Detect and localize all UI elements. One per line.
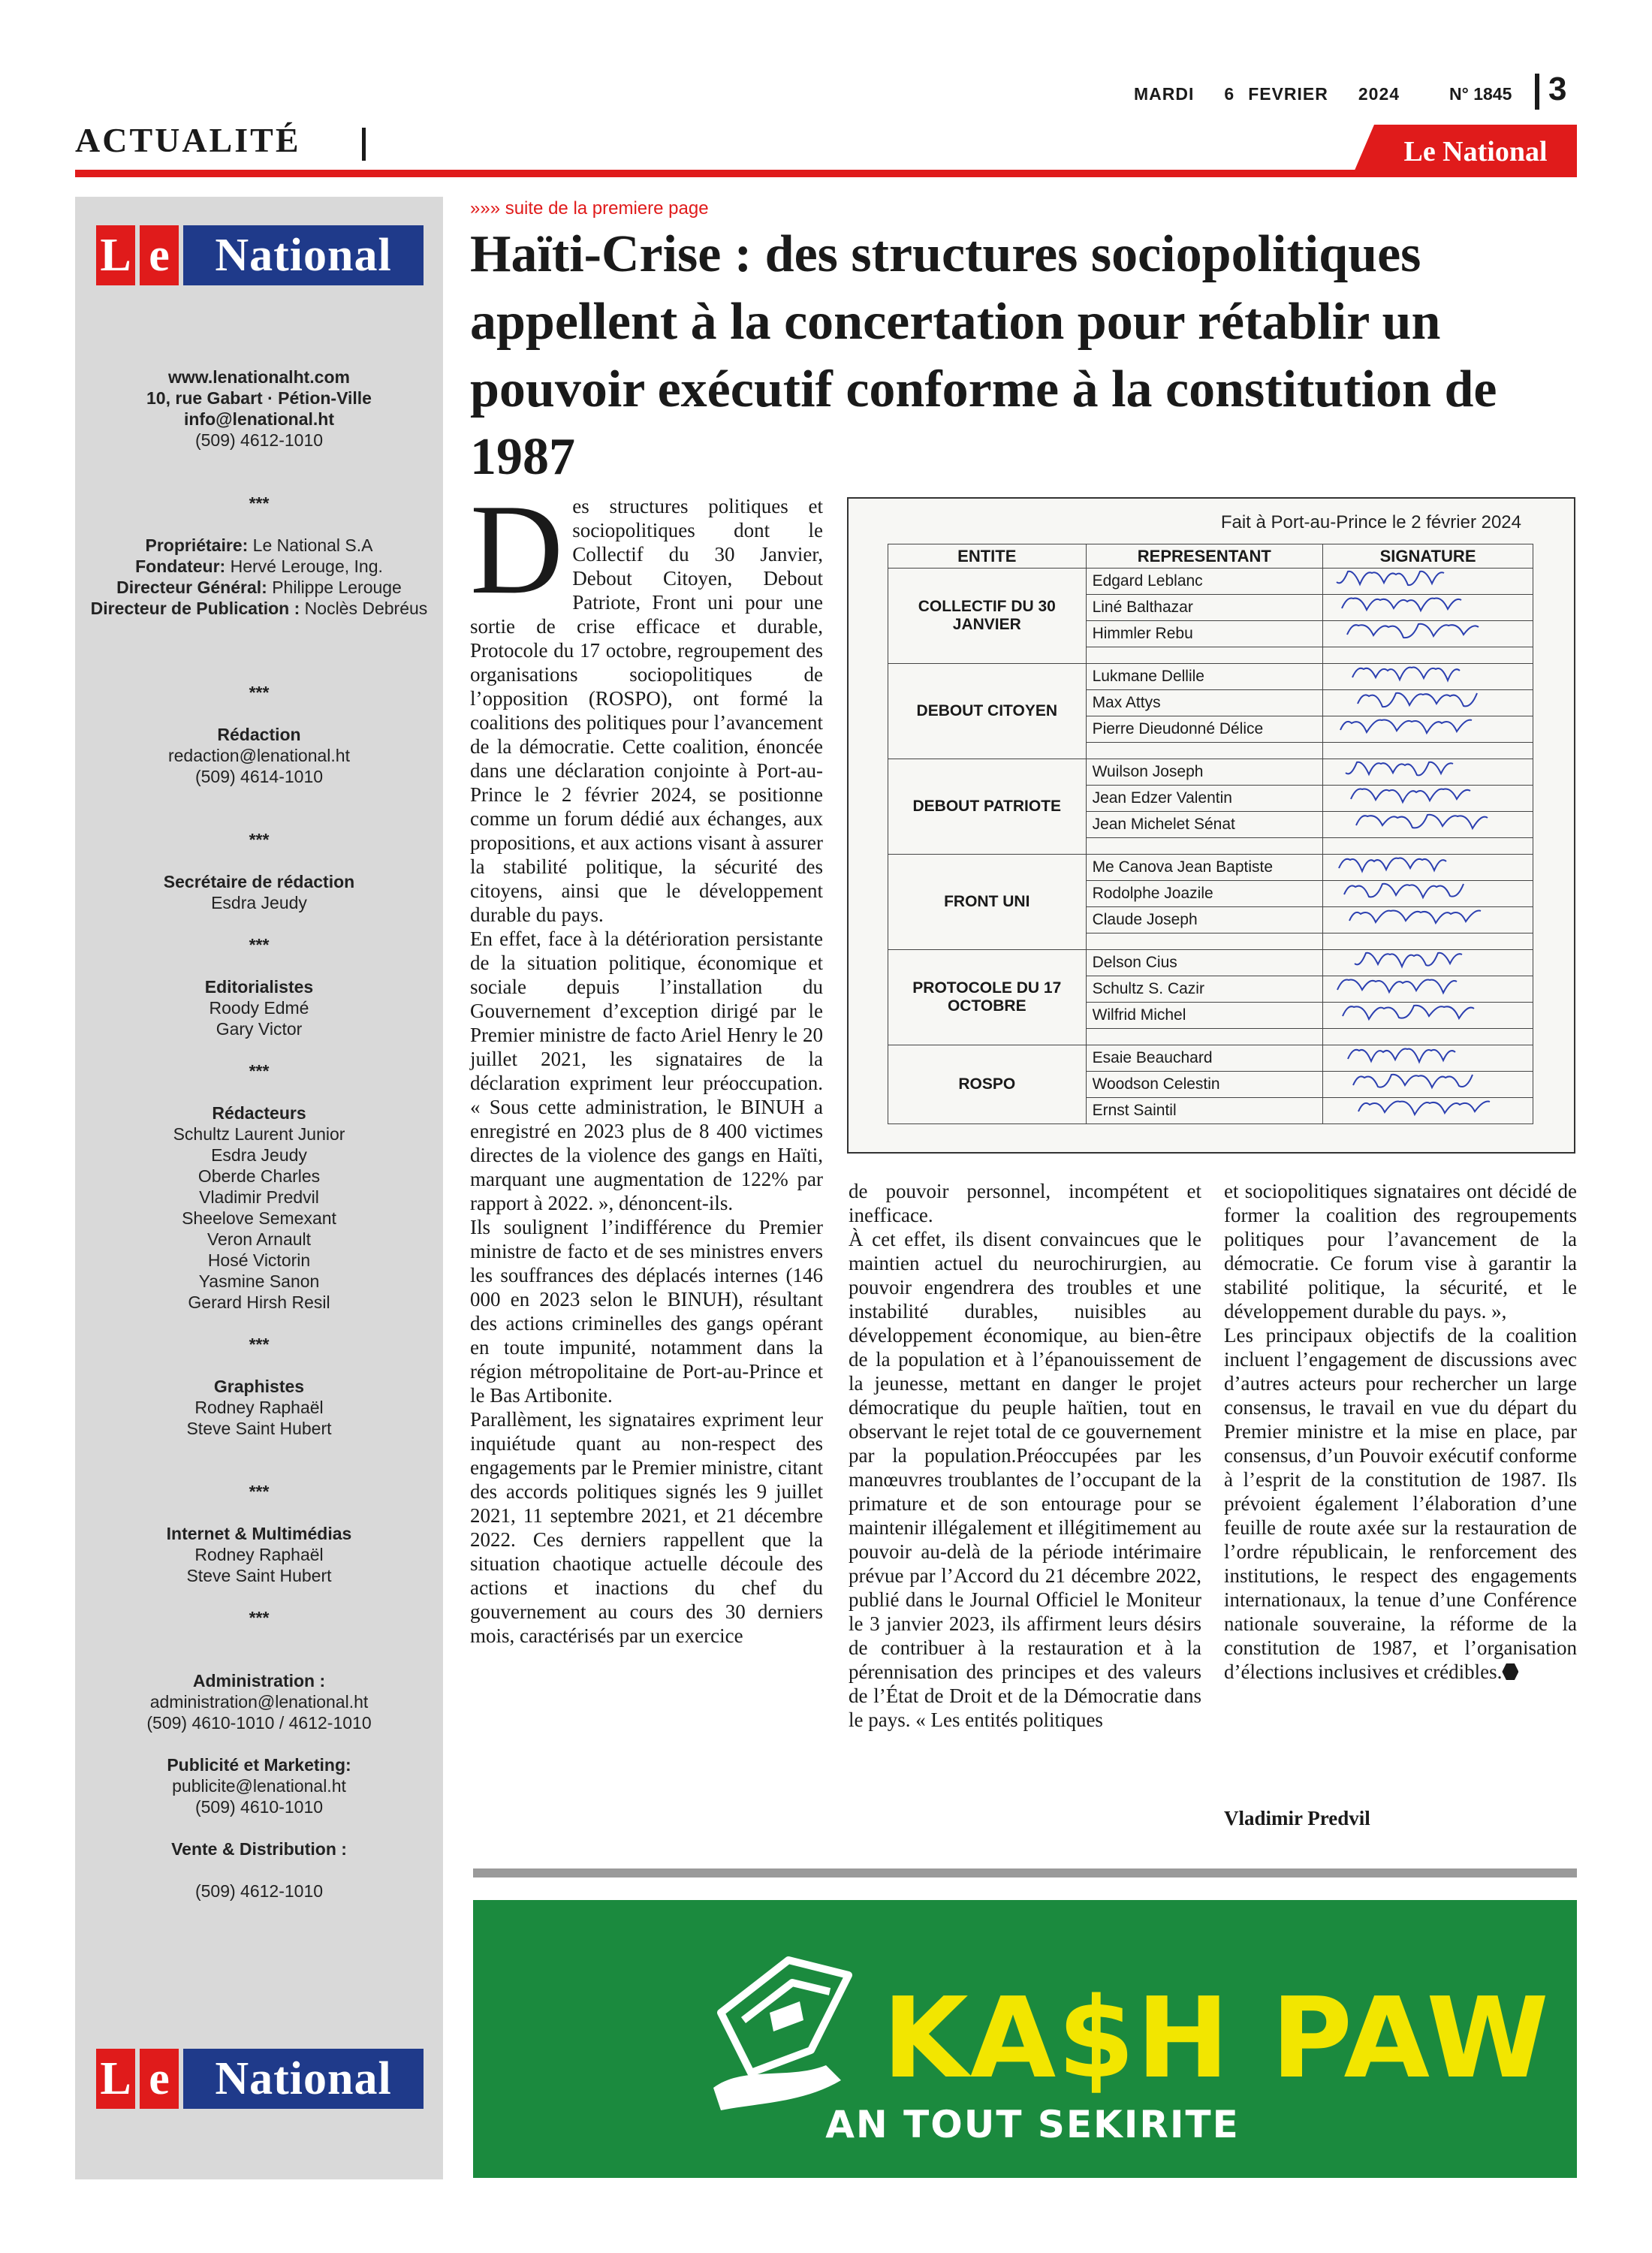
writer-name: Yasmine Sanon	[198, 1271, 320, 1291]
signature-scribble	[1329, 881, 1517, 902]
editorialists-label: Editorialistes	[204, 977, 314, 997]
writer-name: Schultz Laurent Junior	[173, 1124, 345, 1144]
representative-name: Delson Cius	[1086, 950, 1323, 976]
secretary-label: Secrétaire de rédaction	[163, 872, 355, 891]
signature-scribble	[1329, 1003, 1517, 1024]
signature-scribble	[1329, 595, 1517, 616]
ad-tagline: AN TOUT SEKIRITE	[825, 2103, 1240, 2146]
handwritten-signature	[1323, 976, 1533, 1003]
writer-name: Esdra Jeudy	[211, 1145, 307, 1165]
paragraph: Parallèment, les signataires expriment leur inquiétude quant au non-respect des engagements par le Premier ministre, citant des accords politiques signés les 9 juillet 2021, 11 septembre 2021, et 21 décembre 2022. Ces derniers rappellent que la situation chaotique actuelle découle des actions et inactions du chef du gouvernement au cours des 30 derniers mois, caractérisés par un exercice	[470, 1408, 823, 1647]
signatory-row	[888, 855, 1533, 881]
redaction-label: Rédaction	[217, 725, 301, 744]
issue-month: FEVRIER	[1248, 84, 1328, 104]
writer-name: Veron Arnault	[206, 1229, 312, 1249]
signatories-table	[888, 544, 1533, 1124]
handwritten-signature	[1323, 595, 1533, 621]
representative-name: Woodson Celestin	[1086, 1072, 1323, 1098]
representative-name: Max Attys	[1086, 690, 1323, 716]
representative-name: Edgard Leblanc	[1086, 569, 1323, 595]
separator: ***	[249, 830, 270, 849]
representative-name: Lukmane Dellile	[1086, 664, 1323, 690]
signature-scribble	[1329, 621, 1517, 642]
handwritten-signature	[1323, 812, 1533, 838]
founder-line: Fondateur: Hervé Lerouge, Ing.	[135, 556, 383, 576]
section-divider-bar	[473, 1868, 1577, 1878]
writers-label: Rédacteurs	[212, 1103, 306, 1123]
newspaper-logo-footer	[96, 2049, 424, 2109]
handwritten-signature	[1323, 1072, 1533, 1098]
representative-name: Esaie Beauchard	[1086, 1045, 1323, 1072]
issue-number: N° 1845	[1449, 84, 1512, 104]
writer-name: Gerard Hirsh Resil	[188, 1292, 330, 1312]
signatory-row	[888, 664, 1533, 690]
internet-name: Rodney Raphaël	[194, 1545, 324, 1564]
handwritten-signature	[1323, 1045, 1533, 1072]
masthead-info	[75, 366, 443, 1902]
end-mark-icon	[1502, 1663, 1518, 1680]
signature-scribble	[1329, 690, 1517, 711]
separator: ***	[249, 935, 270, 955]
entity-name: PROTOCOLE DU 17 OCTOBRE	[888, 950, 1087, 1045]
signature-scribble	[1329, 786, 1517, 807]
section-divider	[362, 128, 366, 161]
representative-name: Wuilson Joseph	[1086, 759, 1323, 786]
representative-name: Jean Michelet Sénat	[1086, 812, 1323, 838]
handwritten-signature	[1323, 690, 1533, 716]
graphist-name: Rodney Raphaël	[194, 1398, 324, 1417]
representative-name: Ernst Saintil	[1086, 1098, 1323, 1124]
handwritten-signature	[1323, 950, 1533, 976]
column-header: SIGNATURE	[1323, 544, 1533, 569]
admin-email[interactable]: administration@lenational.ht	[149, 1692, 369, 1712]
header-rule	[75, 170, 1577, 177]
writer-name: Sheelove Semexant	[182, 1208, 336, 1228]
paragraph: En effet, face à la détérioration persistante de la situation politique, économique et sociale depuis l’installation du Gouvernement d’exception dirigé par le Premier ministre de facto Ariel Henry le 20 juillet 2021, les signataires de la déclaration expriment leur préoccupation. « Sous cette administration, le BINUH a enregistré en 2023 plus de 8 400 victimes directes de la violence des gangs en Haïti, marquant une augmentation de 122% par rapport à 2022. », dénoncent-ils.	[470, 927, 823, 1214]
handwritten-signature	[1323, 664, 1533, 690]
paragraph: et sociopolitiques signataires ont décidé de former la coalition des regroupements politiques pour l’avancement de la démocratie. Ce forum vise à garantir la stabilité politique, la sécurité, et le développement durable du pays. »,	[1224, 1180, 1577, 1323]
editorialist-name: Roody Edmé	[209, 998, 309, 1018]
redaction-phone: (509) 4614-1010	[194, 767, 324, 786]
signature-scribble	[1329, 1045, 1517, 1066]
logo-letter-e: e	[140, 2049, 179, 2109]
article-column-3	[1224, 1179, 1577, 1684]
advertising-label: Publicité et Marketing:	[167, 1755, 351, 1775]
handwritten-signature	[1323, 716, 1533, 743]
representative-name: Wilfrid Michel	[1086, 1003, 1323, 1029]
handwritten-signature	[1323, 621, 1533, 647]
page-number-divider	[1535, 74, 1539, 110]
handwritten-signature	[1323, 1098, 1533, 1124]
representative-name: Pierre Dieudonné Délice	[1086, 716, 1323, 743]
sales-phone: (509) 4612-1010	[194, 1881, 324, 1901]
entity-name: DEBOUT PATRIOTE	[888, 759, 1087, 855]
phone: (509) 4612-1010	[194, 430, 324, 450]
separator: ***	[249, 683, 270, 702]
handwritten-signature	[1323, 569, 1533, 595]
entity-name: COLLECTIF DU 30 JANVIER	[888, 569, 1087, 664]
column-header: REPRESENTANT	[1086, 544, 1323, 569]
signatory-row	[888, 1045, 1533, 1072]
brand-tab-label: Le National	[1403, 136, 1548, 167]
signature-scribble	[1329, 1098, 1517, 1119]
advertising-phone: (509) 4610-1010	[194, 1797, 324, 1817]
secretary-name: Esdra Jeudy	[211, 893, 307, 912]
signature-scribble	[1329, 907, 1517, 928]
ad-title: KA$H PAW	[882, 1974, 1551, 2103]
representative-name: Jean Edzer Valentin	[1086, 786, 1323, 812]
signature-scribble	[1329, 716, 1517, 737]
signature-scribble	[1329, 1072, 1517, 1093]
issue-day: MARDI	[1134, 84, 1195, 104]
handwritten-signature	[1323, 907, 1533, 933]
representative-name: Himmler Rebu	[1086, 621, 1323, 647]
column-header: ENTITE	[888, 544, 1087, 569]
handwritten-signature	[1323, 881, 1533, 907]
writer-name: Vladimir Predvil	[199, 1187, 319, 1207]
signatory-row	[888, 759, 1533, 786]
signature-scribble	[1329, 812, 1517, 833]
separator: ***	[249, 1061, 270, 1081]
admin-label: Administration :	[192, 1671, 326, 1691]
drop-cap: D	[470, 478, 564, 621]
signatory-row	[888, 569, 1533, 595]
issue-year: 2024	[1358, 84, 1400, 104]
signatory-row	[888, 950, 1533, 976]
issue-date	[1134, 84, 1430, 104]
paragraph: de pouvoir personnel, incompétent et inefficace.	[849, 1180, 1201, 1226]
publication-director-line: Directeur de Publication : Noclès Debréus	[90, 599, 428, 618]
advertising-email[interactable]: publicite@lenational.ht	[172, 1776, 346, 1796]
separator: ***	[249, 1608, 270, 1627]
money-hand-icon	[698, 1930, 879, 2118]
entity-name: DEBOUT CITOYEN	[888, 664, 1087, 759]
paragraph: es structures politiques et sociopolitiques dont le Collectif du 30 Janvier, Debout Citoyen, Debout Patriote, Front uni pour une sortie de crise efficace et durable, Protocole du 17 octobre, regroupement des organisations sociopolitiques de l’opposition (ROSPO), ont formé la coalitions des politiques pour l’avancement de la démocratie. Cette coalition, énoncée dans une déclaration conjointe à Port-au-Prince le 2 février 2024, se positionne comme un forum dédié aux échanges, aux propositions, et aux actions visant à assurer la stabilité politique, la sécurité des citoyens, ainsi que le développement durable du pays.	[470, 495, 823, 926]
director-line: Directeur Général: Philippe Lerouge	[116, 578, 402, 597]
representative-name: Me Canova Jean Baptiste	[1086, 855, 1323, 881]
representative-name: Liné Balthazar	[1086, 595, 1323, 621]
article-byline: Vladimir Predvil	[1224, 1807, 1370, 1829]
signature-scribble	[1329, 950, 1517, 971]
representative-name: Schultz S. Cazir	[1086, 976, 1323, 1003]
writer-name: Oberde Charles	[197, 1166, 321, 1186]
email-link[interactable]: info@lenational.ht	[183, 409, 335, 429]
article-headline: Haïti-Crise : des structures sociopolitiques appellent à la concertation pour rétablir un pouvoir exécutif conforme à la constitution de 1987	[470, 225, 1497, 486]
entity-name: ROSPO	[888, 1045, 1087, 1124]
separator: ***	[249, 1335, 270, 1354]
logo-letter-e: e	[140, 225, 179, 285]
signature-scribble	[1329, 759, 1517, 780]
writer-name: Hosé Victorin	[207, 1250, 311, 1270]
graphists-label: Graphistes	[213, 1377, 305, 1396]
separator: ***	[249, 1482, 270, 1501]
signature-scribble	[1329, 855, 1517, 876]
signature-scribble	[1329, 664, 1517, 685]
section-title: ACTUALITÉ	[75, 121, 301, 159]
article-column-1	[470, 478, 823, 1648]
article-column-2	[849, 1179, 1201, 1732]
internet-label: Internet & Multimédias	[166, 1524, 352, 1543]
logo-letter-l: L	[96, 225, 135, 285]
issue-date-number: 6	[1224, 84, 1235, 104]
editorialist-name: Gary Victor	[216, 1019, 303, 1039]
paragraph: Ils soulignent l’indifférence du Premier ministre de facto et de ses ministres envers les souffrances des déplacés internes (146 000 en 2023 selon le BINUH), résultant des actions criminelles des gangs opérant en toute impunité, notamment dans la région métropolitaine de Port-au-Prince et le Bas Artibonite.	[470, 1216, 823, 1407]
address: 10, rue Gabart · Pétion-Ville	[146, 388, 372, 408]
handwritten-signature	[1323, 759, 1533, 786]
page-number: 3	[1548, 71, 1567, 107]
logo-name: National	[183, 2049, 424, 2109]
handwritten-signature	[1323, 855, 1533, 881]
representative-name: Rodolphe Joazile	[1086, 881, 1323, 907]
paragraph: À cet effet, ils disent convaincues que le maintien actuel du neurochirurgien, au pouvoir engendrera des troubles et une instabilité durables, nuisibles au développement économique, au bien-être de la population et à l’épanouissement de la jeunesse, mettant en danger le projet démocratique du peuple haïtien, tout en observant le rejet total de ce gouvernement par la population.Préoccupées par les manœuvres troublantes de l’occupant de la primature et de son entourage pour se maintenir illégalement et illégitimement au pouvoir au-delà de la période intérimaire prévue par l’Accord du 21 décembre 2022, publié dans le Journal Officiel le Moniteur le 3 janvier 2023, ils affirment leurs désirs de contribuer à la restauration et à la pérennisation des principes et des valeurs de l’État de Droit et de la Démocratie dans le pays. « Les entités politiques	[849, 1228, 1201, 1731]
handwritten-signature	[1323, 786, 1533, 812]
paragraph: Les principaux objectifs de la coalition incluent l’engagement de discussions avec d’autres acteurs pour rechercher un large consensus, le travail en vue du départ du Premier ministre et la mise en place, par consensus, d’un Pouvoir exécutif conforme à l’esprit de la constitution de 1987. Ils prévoient également l’élaboration d’une feuille de route axée sur la restauration de l’ordre républicain, le renforcement des institutions, le respect des engagements internationaux, la tenue d’une Conférence nationale souveraine, la réforme de la constitution de 1987, et l’organisation d’élections inclusives et crédibles.	[1224, 1324, 1577, 1683]
entity-name: FRONT UNI	[888, 855, 1087, 950]
internet-name: Steve Saint Hubert	[186, 1566, 332, 1585]
representative-name: Claude Joseph	[1086, 907, 1323, 933]
advertisement-banner[interactable]	[473, 1900, 1577, 2178]
sales-label: Vente & Distribution :	[171, 1839, 347, 1859]
admin-phone: (509) 4610-1010 / 4612-1010	[146, 1713, 372, 1733]
newspaper-logo	[96, 225, 424, 285]
separator: ***	[249, 493, 270, 513]
graphist-name: Steve Saint Hubert	[186, 1419, 332, 1438]
website-link[interactable]: www.lenationalht.com	[168, 367, 350, 387]
signature-scribble	[1329, 569, 1517, 590]
logo-name: National	[183, 225, 424, 285]
logo-letter-l: L	[96, 2049, 135, 2109]
declaration-document-image	[847, 497, 1575, 1154]
signature-scribble	[1329, 976, 1517, 997]
declaration-place-date: Fait à Port-au-Prince le 2 février 2024	[1220, 512, 1521, 532]
handwritten-signature	[1323, 1003, 1533, 1029]
redaction-email[interactable]: redaction@lenational.ht	[167, 746, 350, 765]
owner-line: Propriétaire: Le National S.A	[145, 535, 373, 555]
continuation-kicker: »»» suite de la premiere page	[470, 198, 709, 219]
